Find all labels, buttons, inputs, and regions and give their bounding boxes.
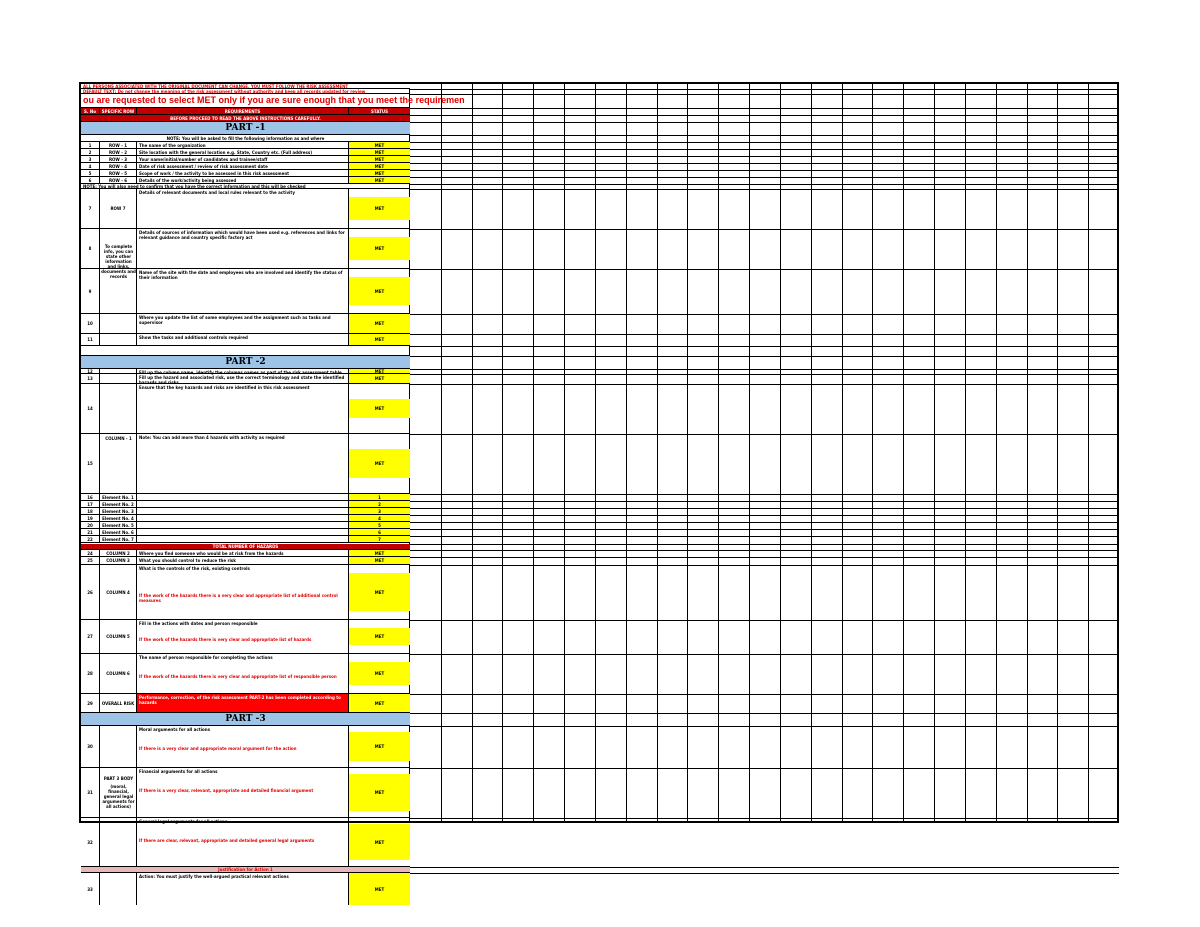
spreadsheet-page: [79, 82, 1119, 892]
part-1-detail-row: [81, 334, 410, 346]
met-instruction: ou are requested to select MET only if you are sure enough that you meet the requiremen: [83, 95, 465, 105]
part-1-row: [81, 170, 410, 177]
col-requirements-header: REQUIREMENTS: [224, 108, 261, 114]
element-row: [81, 529, 410, 536]
row-number: 10: [87, 321, 93, 326]
column-label: OVERALL RISK: [101, 700, 135, 706]
status-value[interactable]: MET: [374, 149, 385, 155]
requirement-text: Performance, correction, of the risk assessment PART-2 has been completed according to hazards: [139, 695, 341, 705]
row-label: ROW - 4: [108, 163, 128, 169]
element-count[interactable]: 4: [378, 515, 381, 521]
requirement-text: Show the tasks and additional controls required: [139, 335, 248, 340]
part-1-row: [81, 156, 410, 163]
element-label: Element No. 1: [102, 494, 134, 500]
part-1-row: [81, 142, 410, 149]
requirement-text: The name of person responsible for completing the actions: [139, 655, 273, 660]
column-label: COLUMN 4: [106, 589, 130, 595]
row-number: 11: [87, 337, 93, 342]
element-row: [81, 494, 410, 501]
element-label: Element No. 7: [102, 536, 134, 542]
requirement-note: If the work of the hazards there is very clear and appropriate list of hazards: [139, 637, 312, 642]
status-value[interactable]: MET: [374, 839, 385, 845]
row-number: 18: [87, 508, 93, 514]
part-1-row: [81, 177, 410, 184]
row-number: 13: [87, 376, 93, 381]
part-3-side-label: PART 3 BODY: [103, 776, 134, 781]
requirement-text: Name of the site with the date and employees who are involved and identify the status of their information: [139, 270, 343, 280]
element-row: [81, 522, 410, 529]
part-1-side-label: To complete info, you can state other information and links, documents and records: [101, 244, 136, 279]
part-1-title: PART -1: [225, 123, 266, 133]
requirement-text: Site location with the general location e.g. State, Country etc. (Full address): [139, 150, 313, 155]
part-1-detail-row: [81, 314, 410, 334]
requirement-note: If there is a very clear, relevant, appropriate and detailed financial argument: [139, 788, 314, 793]
part-1-note-2-text: NOTE: You will also need to confirm that you have the correct information and this will be checked: [83, 184, 306, 189]
element-label: Element No. 2: [102, 501, 134, 507]
total-hazards-label: TOTAL NUMBER OF HAZARDS: [212, 544, 279, 549]
part-2-col3-row: [81, 557, 410, 565]
element-count[interactable]: 2: [378, 501, 381, 507]
part-1-heading: [81, 122, 410, 135]
grid-lines: [410, 84, 1119, 821]
requirement-text: Where you update the list of some employees and the assignment such as tasks and supervisor: [139, 315, 331, 325]
banner-text: BEFORE PROCEED TO READ THE ABOVE INSTRUCTIONS CAREFULLY.: [170, 115, 321, 121]
status-value[interactable]: MET: [374, 589, 385, 595]
requirement-text: Details of sources of information which would have been used e.g. references and links for relevant guidance and country specific factory act: [139, 230, 345, 240]
requirement-text: Moral arguments for all actions: [139, 727, 210, 732]
part-2-title: PART -2: [225, 357, 266, 367]
row-number: 14: [87, 406, 93, 411]
requirement-text: General legal arguments for all actions: [139, 819, 228, 824]
part-1-note-text: NOTE: You will be asked to fill the following information as and where: [166, 135, 325, 141]
row-number: 12: [87, 368, 93, 374]
status-value[interactable]: MET: [374, 700, 385, 706]
row-number: 5: [88, 170, 92, 176]
row-number: 20: [87, 522, 93, 528]
part-2-col2-row: [81, 550, 410, 557]
row-number: 28: [87, 671, 93, 676]
status-value[interactable]: MET: [374, 406, 385, 411]
header-line-2: DEFAULT TEXT: Do not change the meaning of the risk assessment without authority and keep all records updated for review: [83, 89, 366, 94]
row-number: 19: [87, 515, 93, 521]
row-number: 27: [87, 634, 93, 639]
row-number: 26: [87, 589, 93, 595]
element-count[interactable]: 7: [378, 536, 381, 542]
status-value[interactable]: MET: [374, 461, 385, 466]
status-value[interactable]: MET: [374, 142, 385, 148]
part-3-side-sub: (moral, financial, general legal arguments for all actions): [102, 784, 135, 809]
row-number: 2: [88, 149, 92, 155]
requirement-text: Financial arguments for all actions: [139, 769, 218, 774]
column-1-label: COLUMN - 1: [105, 436, 132, 441]
requirement-note: If there are clear, relevant, appropriate and detailed general legal arguments: [139, 838, 315, 843]
row-number: 9: [88, 288, 92, 294]
status-value[interactable]: MET: [374, 790, 385, 795]
element-row: [81, 501, 410, 508]
element-count[interactable]: 3: [378, 508, 381, 514]
requirement-text: Fill up the hazard and associated risk, use the correct terminology and state the identified hazards and risks: [139, 375, 345, 385]
requirement-text: What is the controls of the risk, existing controls: [139, 566, 250, 571]
status-value[interactable]: MET: [374, 376, 385, 381]
requirement-text: What you should control to reduce the risk: [139, 558, 236, 563]
part-3-heading: [81, 713, 410, 726]
element-row: [81, 508, 410, 515]
status-value[interactable]: MET: [374, 558, 385, 563]
element-count[interactable]: 1: [378, 494, 381, 500]
requirement-text: Where you find someone who would be at risk from the hazards: [139, 551, 284, 556]
row-number: 15: [87, 461, 93, 466]
part-1-row: [81, 163, 410, 170]
column-label: COLUMN 2: [106, 550, 130, 556]
row-number: 29: [87, 700, 93, 706]
part-2-col4-row: [81, 565, 410, 620]
col-status-header: STATUS: [371, 108, 388, 114]
element-label: Element No. 4: [102, 515, 134, 521]
status-value[interactable]: MET: [374, 206, 385, 211]
requirement-text: Details of relevant documents and local rules relevant to the activity: [139, 190, 295, 195]
row-number: 25: [87, 558, 93, 563]
part-2-overall-row: [81, 694, 410, 713]
status-value[interactable]: MET: [374, 177, 385, 183]
row-label: ROW - 1: [108, 142, 128, 148]
row-number: 4: [88, 163, 92, 169]
status-value[interactable]: MET: [374, 156, 385, 162]
col-specific-header: SPECIFIC ROW: [101, 108, 135, 114]
part-2-col6-row: [81, 654, 410, 694]
status-value[interactable]: MET: [374, 634, 385, 639]
row-label: ROW - 5: [108, 170, 128, 176]
requirement-note: If there is a very clear and appropriate moral argument for the action: [139, 746, 297, 751]
status-value[interactable]: MET: [374, 886, 385, 892]
requirement-text: Note: You can add more than 4 hazards with activity as required: [139, 435, 285, 440]
part-2-heading: [81, 356, 410, 369]
requirement-text: Ensure that the key hazards and risks are identified in this risk assessment: [139, 385, 310, 390]
status-value[interactable]: MET: [374, 337, 385, 342]
element-count[interactable]: 6: [378, 529, 381, 535]
status-value[interactable]: MET: [374, 550, 385, 556]
row-label: ROW - 3: [108, 156, 128, 162]
row-number: 22: [87, 536, 93, 542]
col-no-header: S. No: [84, 108, 96, 114]
status-value[interactable]: MET: [374, 288, 385, 294]
element-count[interactable]: 5: [378, 522, 381, 528]
justification-label: Justification for Action 1: [218, 867, 273, 872]
status-value[interactable]: MET: [374, 246, 385, 251]
requirement-note: If the work of the hazards there is a very clear and appropriate list of additional control measures: [139, 592, 338, 603]
requirement-text: Your name/initial/number of candidates and trainee/staff: [139, 157, 268, 162]
spacer-row: [81, 346, 410, 356]
requirement-note: If the work of the hazards there is very clear and appropriate list of responsible person: [139, 674, 337, 679]
header-row-3: [81, 94, 465, 108]
column-label: COLUMN 6: [106, 671, 130, 676]
row-number: 17: [87, 501, 93, 507]
row-number: 31: [87, 790, 93, 795]
row-label: ROW - 2: [108, 149, 128, 155]
part-3-title: PART -3: [225, 714, 266, 724]
part-2-col5-row: [81, 620, 410, 654]
requirement-text: Fill in the actions with dates and person responsible: [139, 621, 258, 626]
requirement-text: Details of the work/activity being assessed: [139, 178, 237, 183]
status-value[interactable]: MET: [374, 163, 385, 169]
row-number: 33: [87, 886, 93, 892]
column-label: COLUMN 5: [106, 634, 130, 639]
status-value[interactable]: MET: [374, 744, 385, 749]
column-label: COLUMN 3: [106, 558, 130, 563]
status-value[interactable]: MET: [374, 671, 385, 676]
element-row: [81, 515, 410, 522]
row-label: ROW - 6: [108, 177, 128, 183]
row-number: 24: [87, 550, 93, 556]
status-value[interactable]: MET: [374, 321, 385, 326]
part-1-row: [81, 149, 410, 156]
part-1-detail-row: [81, 189, 410, 229]
row-number: 6: [88, 177, 92, 183]
requirement-text: The name of the organization: [139, 143, 206, 148]
row-number: 8: [88, 246, 92, 251]
requirement-text: Date of risk assessment / review of risk assessment date: [139, 164, 268, 169]
part-3-row: [81, 818, 410, 867]
part-2-row: [81, 384, 410, 434]
row-number: 7: [88, 206, 92, 211]
element-label: Element No. 6: [102, 529, 134, 535]
element-label: Element No. 5: [102, 522, 134, 528]
column-header-row: [81, 108, 410, 115]
element-row: [81, 536, 410, 543]
row-number: 1: [88, 142, 92, 148]
instruction-banner: [81, 115, 410, 122]
row-number: 32: [87, 839, 93, 845]
status-value[interactable]: MET: [374, 368, 385, 374]
checklist-table: [81, 84, 465, 892]
requirement-text: Action: You must justify the well-argued practical relevant actions: [139, 874, 289, 879]
requirement-text: Fill up the column name, identify the columns names as part of the risk assessment table: [139, 370, 342, 375]
row-label: ROW 7: [110, 206, 126, 211]
part-3-row: [81, 726, 410, 768]
element-label: Element No. 3: [102, 508, 134, 514]
requirement-text: Scope of work / the activity to be assessed in this risk assessment: [139, 171, 290, 176]
header-line-1: ALL PERSONS ASSOCIATED WITH THE ORIGINAL DOCUMENT CAN CHANGE. YOU MUST FOLLOW THE RISK ASSESSMENT: [83, 84, 349, 89]
last-row: [81, 873, 410, 905]
part-1-note: [81, 135, 410, 142]
part-2-row: [81, 374, 410, 384]
part-2-row: [81, 434, 410, 494]
row-number: 3: [88, 156, 92, 162]
empty-grid: [410, 84, 1119, 821]
status-value[interactable]: MET: [374, 170, 385, 176]
row-number: 21: [87, 529, 93, 535]
row-number: 16: [87, 494, 93, 500]
row-number: 30: [87, 744, 93, 749]
